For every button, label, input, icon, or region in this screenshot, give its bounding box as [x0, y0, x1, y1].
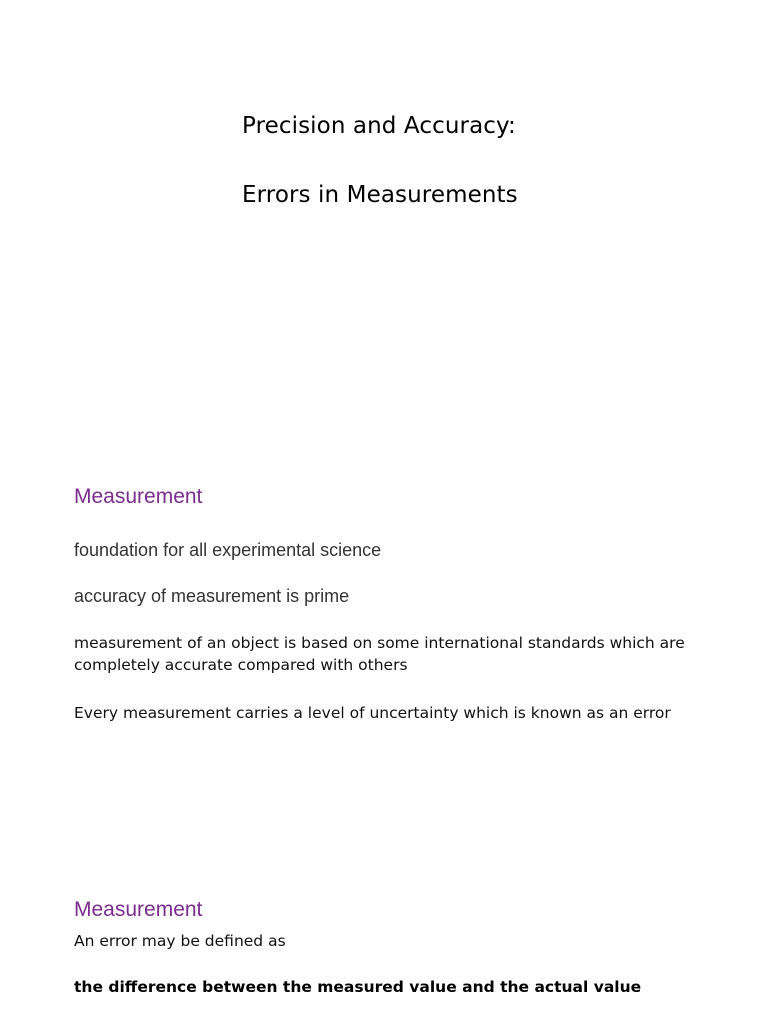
title-line-1: Precision and Accuracy: [242, 113, 516, 139]
section-1-point-2: accuracy of measurement is prime [74, 586, 350, 606]
section-1-point-3: measurement of an object is based on some international standards which are completely accurate compared with others [74, 634, 685, 674]
section-1-point-4: Every measurement carries a level of uncertainty which is known as an error [74, 704, 671, 722]
section-2-heading: Measurement [74, 898, 203, 921]
section-1-heading: Measurement [74, 485, 203, 508]
title-line-2: Errors in Measurements [242, 182, 518, 208]
section-2-intro: An error may be defined as [74, 932, 286, 950]
section-1-point-1: foundation for all experimental science [74, 540, 382, 560]
section-2-definition: the difference between the measured value and the actual value [74, 978, 642, 996]
